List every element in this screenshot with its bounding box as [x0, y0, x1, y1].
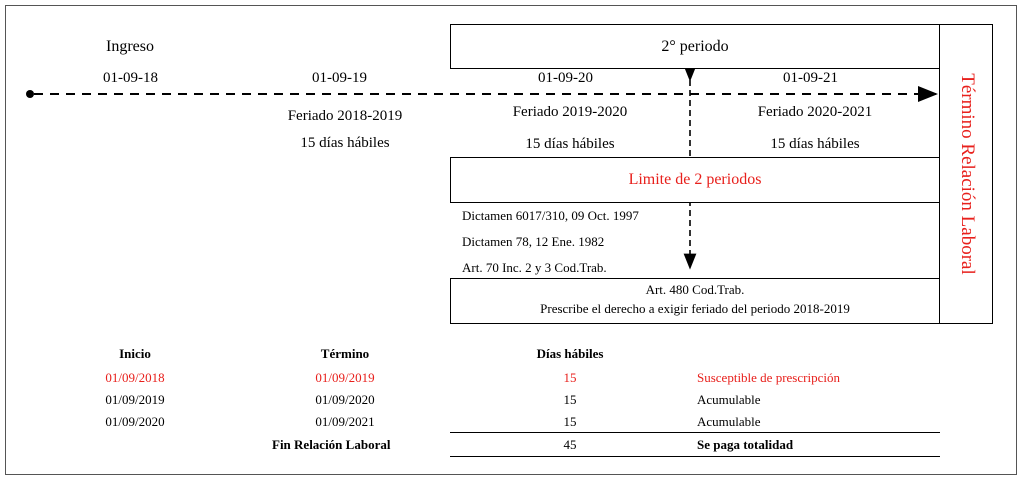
total-estado: Se paga totalidad — [697, 437, 794, 452]
row-inicio: 01/09/2018 — [105, 370, 165, 385]
ingreso-label: Ingreso — [106, 38, 154, 55]
reference-line: Dictamen 78, 12 Ene. 1982 — [462, 234, 605, 249]
feriado-days: 15 días hábiles — [525, 136, 615, 152]
art480-desc: Prescribe el derecho a exigir feriado del periodo 2018-2019 — [540, 301, 850, 316]
row-dias: 15 — [563, 414, 577, 429]
row-termino: 01/09/2021 — [315, 414, 375, 429]
limite-box — [450, 157, 940, 203]
row-estado: Susceptible de prescripción — [697, 370, 840, 385]
total-dias: 45 — [563, 437, 577, 452]
row-dias: 15 — [563, 392, 577, 407]
reference-line: Art. 70 Inc. 2 y 3 Cod.Trab. — [462, 260, 607, 275]
date-label: 01-09-21 — [783, 70, 838, 86]
feriado-days: 15 días hábiles — [770, 136, 860, 152]
feriado-days: 15 días hábiles — [300, 135, 390, 151]
total-separator-top — [450, 432, 940, 433]
row-termino: 01/09/2019 — [315, 370, 375, 385]
segundo-periodo-box — [450, 24, 940, 69]
header-termino: Término — [320, 346, 370, 361]
row-estado: Acumulable — [697, 392, 761, 407]
reference-line: Dictamen 6017/310, 09 Oct. 1997 — [462, 208, 639, 223]
termino-relacion-text-wrap — [941, 24, 993, 324]
termino-relacion-label: Término Relación Laboral — [957, 73, 979, 275]
date-label: 01-09-18 — [103, 70, 158, 86]
feriado-title: Feriado 2018-2019 — [287, 108, 403, 124]
limite-label: Limite de 2 periodos — [628, 171, 762, 188]
row-estado: Acumulable — [697, 414, 761, 429]
art480-box — [450, 278, 940, 324]
total-separator-bottom — [450, 456, 940, 457]
segundo-periodo-label: 2° periodo — [661, 37, 729, 55]
timeline-start-dot — [26, 90, 34, 98]
art480-title: Art. 480 Cod.Trab. — [645, 282, 745, 297]
date-label: 01-09-20 — [538, 70, 593, 86]
feriado-title: Feriado 2019-2020 — [512, 104, 628, 120]
row-inicio: 01/09/2019 — [105, 392, 165, 407]
header-dias: Días hábiles — [536, 346, 604, 361]
header-inicio: Inicio — [119, 346, 151, 361]
total-label: Fin Relación Laboral — [272, 437, 391, 452]
row-inicio: 01/09/2020 — [105, 414, 165, 429]
feriado-title: Feriado 2020-2021 — [757, 104, 873, 120]
date-label: 01-09-19 — [312, 70, 367, 86]
row-dias: 15 — [563, 370, 577, 385]
row-termino: 01/09/2020 — [315, 392, 375, 407]
